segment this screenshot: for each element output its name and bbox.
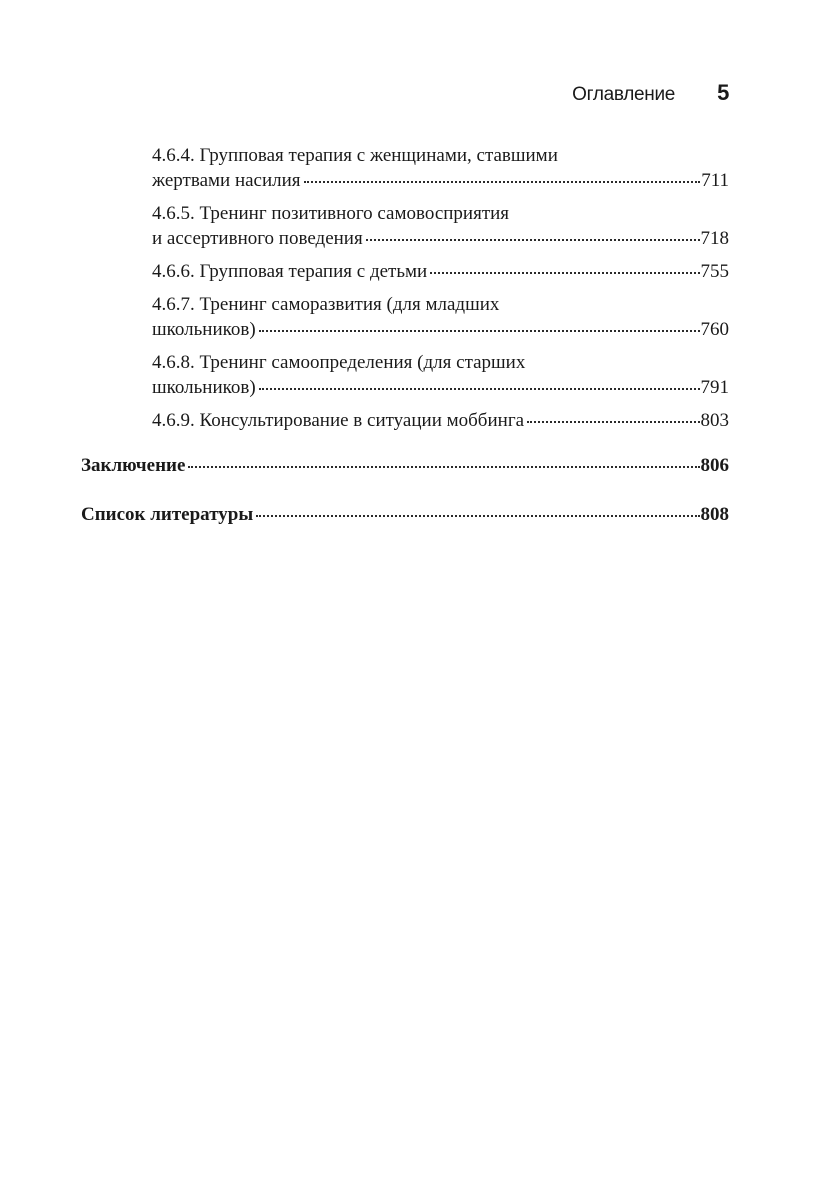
toc-entry-4-6-9[interactable] bbox=[81, 408, 729, 433]
toc-entry-title-line1: 4.6.4. Групповая терапия с женщинами, ставшими bbox=[152, 145, 558, 166]
toc-entry-title: 4.6.6. Групповая терапия с детьми bbox=[152, 261, 428, 282]
toc-entry-title-line1: 4.6.5. Тренинг позитивного самовосприятия bbox=[152, 203, 510, 224]
toc-entry-bibliography[interactable] bbox=[81, 502, 729, 527]
toc-entry-title-line1: 4.6.7. Тренинг саморазвития (для младших bbox=[152, 294, 500, 315]
toc-entry-page: 806 bbox=[700, 455, 729, 476]
dot-leader bbox=[304, 181, 701, 183]
toc-entry-page: 808 bbox=[700, 504, 729, 525]
toc-entry-page: 791 bbox=[700, 377, 729, 398]
dot-leader bbox=[259, 330, 700, 332]
toc-entry-page: 755 bbox=[700, 261, 729, 282]
toc-entry-page: 711 bbox=[701, 170, 729, 191]
toc-entry-title-line2: жертвами насилия bbox=[152, 170, 301, 191]
table-of-contents bbox=[81, 143, 729, 527]
dot-leader bbox=[430, 272, 699, 274]
toc-entry-4-6-8[interactable] bbox=[81, 350, 729, 400]
page-number: 5 bbox=[717, 80, 729, 105]
toc-entry-title-line2: школьников) bbox=[152, 319, 256, 340]
toc-entry-4-6-5[interactable] bbox=[81, 201, 729, 251]
toc-entry-4-6-6[interactable] bbox=[81, 259, 729, 284]
dot-leader bbox=[259, 388, 700, 390]
dot-leader bbox=[527, 421, 699, 423]
toc-entry-4-6-4[interactable] bbox=[81, 143, 729, 193]
toc-entry-title-line2: и ассертивного поведения bbox=[152, 228, 363, 249]
toc-entry-page: 760 bbox=[700, 319, 729, 340]
running-header-title: Оглавление bbox=[572, 84, 676, 105]
toc-entry-title-line1: 4.6.8. Тренинг самоопределения (для старших bbox=[152, 352, 526, 373]
dot-leader bbox=[188, 466, 699, 468]
toc-entry-4-6-7[interactable] bbox=[81, 292, 729, 342]
toc-entry-page: 803 bbox=[700, 410, 729, 431]
running-header bbox=[572, 80, 729, 106]
toc-entry-title-line2: школьников) bbox=[152, 377, 256, 398]
toc-entry-conclusion[interactable] bbox=[81, 453, 729, 478]
toc-entry-title: Список литературы bbox=[81, 504, 254, 525]
toc-entry-title: Заключение bbox=[81, 455, 186, 476]
dot-leader bbox=[256, 515, 699, 517]
dot-leader bbox=[366, 239, 700, 241]
toc-entry-title: 4.6.9. Консультирование в ситуации моббинга bbox=[152, 410, 525, 431]
toc-entry-page: 718 bbox=[700, 228, 729, 249]
